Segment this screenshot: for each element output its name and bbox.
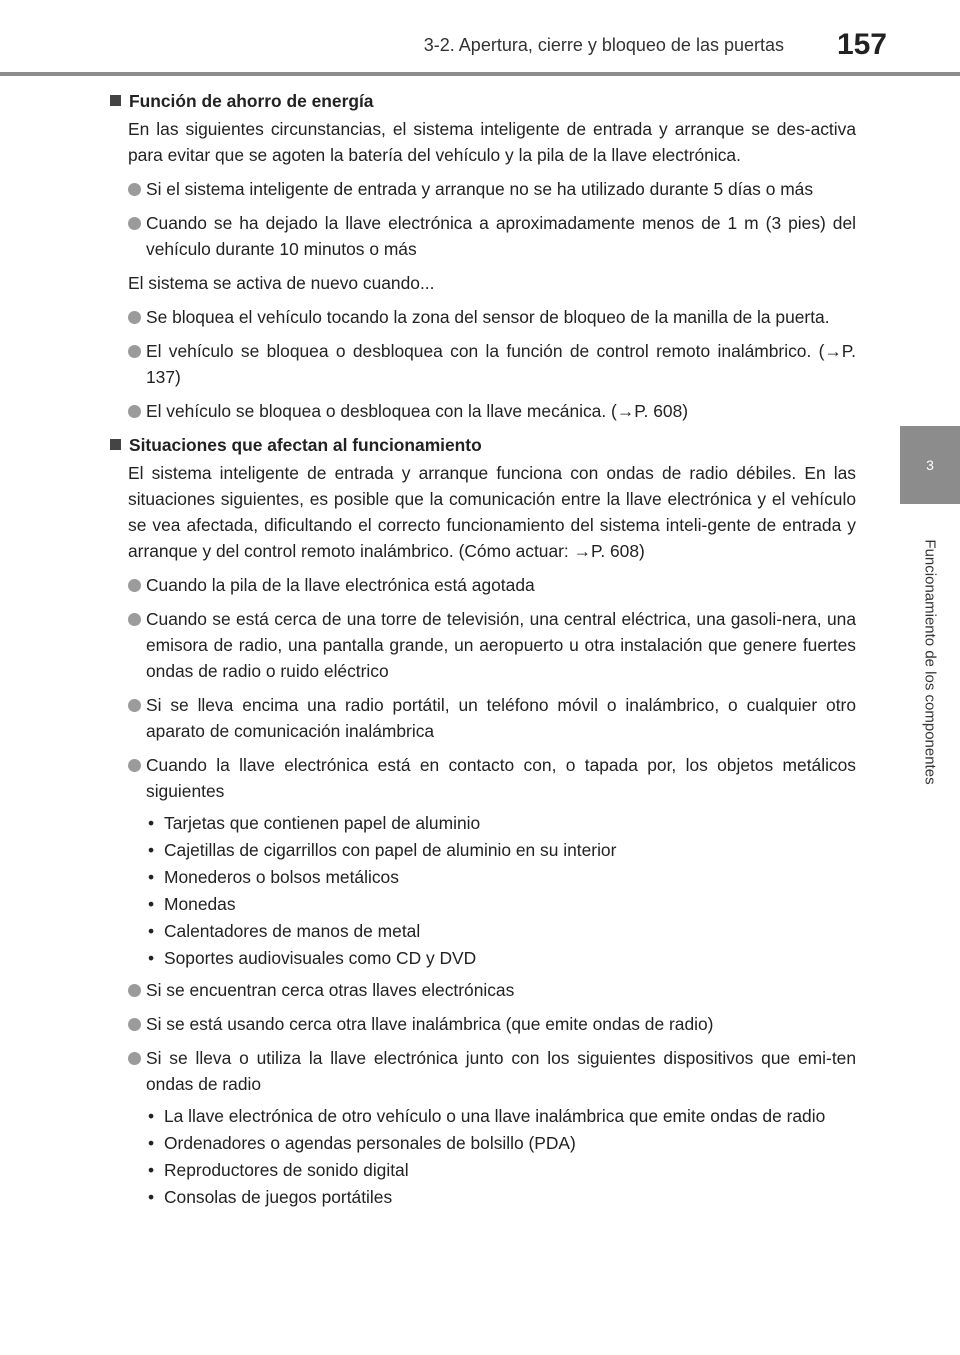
circle-bullet-icon (128, 699, 141, 712)
sub-list-item: • Reproductores de sonido digital (148, 1157, 856, 1183)
section-heading (110, 88, 856, 114)
list-item (128, 304, 856, 330)
radio-devices-list (148, 1103, 856, 1210)
list-item (128, 572, 856, 598)
list-item-text: Cuando la pila de la llave electrónica está agotada (146, 575, 535, 595)
list-item (128, 692, 856, 744)
paragraph: El sistema inteligente de entrada y arranque funciona con ondas de radio débiles. En las situaciones siguientes, es posible que la comunicación entre la llave electrónica y el vehículo se vea afectada, dificultando el correcto funcionamiento del sistema inteli-gente de entrada y arranque y del control remoto inalámbrico. (Cómo actuar: →P. 608) (128, 463, 856, 561)
sub-list-item: • La llave electrónica de otro vehículo o una llave inalámbrica que emite ondas de radio (148, 1103, 856, 1129)
metal-objects-list (148, 810, 856, 971)
list-item (128, 1011, 856, 1037)
list-item-text: Cuando la llave electrónica está en contacto con, o tapada por, los objetos metálicos siguientes (146, 755, 856, 801)
list-item (128, 210, 856, 262)
section-affecting-situations (110, 432, 856, 1210)
heading-text: Función de ahorro de energía (129, 91, 374, 111)
header-section-title: 3-2. Apertura, cierre y bloqueo de las puertas (423, 35, 784, 55)
circle-bullet-icon (128, 183, 141, 196)
square-bullet-icon (110, 439, 121, 450)
square-bullet-icon (110, 95, 121, 106)
sub-list-item: • Soportes audiovisuales como CD y DVD (148, 945, 856, 971)
list-item-text: Cuando se ha dejado la llave electrónica a aproximadamente menos de 1 m (3 pies) del vehículo durante 10 minutos o más (146, 213, 856, 259)
sub-list-item: • Ordenadores o agendas personales de bolsillo (PDA) (148, 1130, 856, 1156)
page-header (0, 0, 960, 80)
circle-bullet-icon (128, 759, 141, 772)
header-rule (0, 72, 960, 76)
heading-text: Situaciones que afectan al funcionamiento (129, 435, 482, 455)
list-item (128, 752, 856, 804)
chapter-label-wrap (900, 504, 960, 820)
list-item (128, 606, 856, 684)
list-item-text: Cuando se está cerca de una torre de televisión, una central eléctrica, una gasoli-nera, una emisora de radio, una pantalla grande, un aeropuerto u otra instalación que genere fuertes ondas de radio o ruido eléctrico (146, 609, 856, 681)
page-number: 157 (836, 28, 887, 61)
chapter-title: Funcionamiento de los componentes (921, 539, 939, 785)
circle-bullet-icon (128, 613, 141, 626)
sub-list-item: • Tarjetas que contienen papel de aluminio (148, 810, 856, 836)
circle-bullet-icon (128, 405, 141, 418)
circle-bullet-icon (128, 579, 141, 592)
list-item-text: Si se está usando cerca otra llave inalámbrica (que emite ondas de radio) (146, 1014, 714, 1034)
sub-list-item: • Consolas de juegos portátiles (148, 1184, 856, 1210)
list-item-text: El vehículo se bloquea o desbloquea con la llave mecánica. (→P. 608) (146, 401, 689, 421)
section-energy-saving (110, 88, 856, 424)
circle-bullet-icon (128, 217, 141, 230)
list-item (128, 977, 856, 1003)
paragraph: En las siguientes circunstancias, el sistema inteligente de entrada y arranque se des-activa para evitar que se agoten la batería del vehículo y la pila de la llave electrónica. (128, 119, 856, 165)
list-item-text: Si el sistema inteligente de entrada y arranque no se ha utilizado durante 5 días o más (146, 179, 814, 199)
circle-bullet-icon (128, 984, 141, 997)
section-heading (110, 432, 856, 458)
sub-list-item: • Monedas (148, 891, 856, 917)
sub-list-item: • Monederos o bolsos metálicos (148, 864, 856, 890)
sub-list-item: • Calentadores de manos de metal (148, 918, 856, 944)
circle-bullet-icon (128, 1052, 141, 1065)
list-item-text: Si se encuentran cerca otras llaves electrónicas (146, 980, 515, 1000)
list-item-text: El vehículo se bloquea o desbloquea con la función de control remoto inalámbrico. (→P. 137) (146, 341, 856, 387)
circle-bullet-icon (128, 311, 141, 324)
list-item (128, 398, 856, 424)
list-item (128, 176, 856, 202)
circle-bullet-icon (128, 345, 141, 358)
list-item (128, 338, 856, 390)
page-content (110, 88, 856, 1216)
circle-bullet-icon (128, 1018, 141, 1031)
paragraph: El sistema se activa de nuevo cuando... (128, 273, 435, 293)
list-item-text: Si se lleva encima una radio portátil, un teléfono móvil o inalámbrico, o cualquier otro aparato de comunicación inalámbrica (146, 695, 856, 741)
list-item (128, 1045, 856, 1097)
chapter-tab: 3 (900, 426, 960, 504)
sub-list-item: • Cajetillas de cigarrillos con papel de aluminio en su interior (148, 837, 856, 863)
list-item-text: Se bloquea el vehículo tocando la zona del sensor de bloqueo de la manilla de la puerta. (146, 307, 830, 327)
list-item-text: Si se lleva o utiliza la llave electrónica junto con los siguientes dispositivos que emi-ten ondas de radio (146, 1048, 856, 1094)
